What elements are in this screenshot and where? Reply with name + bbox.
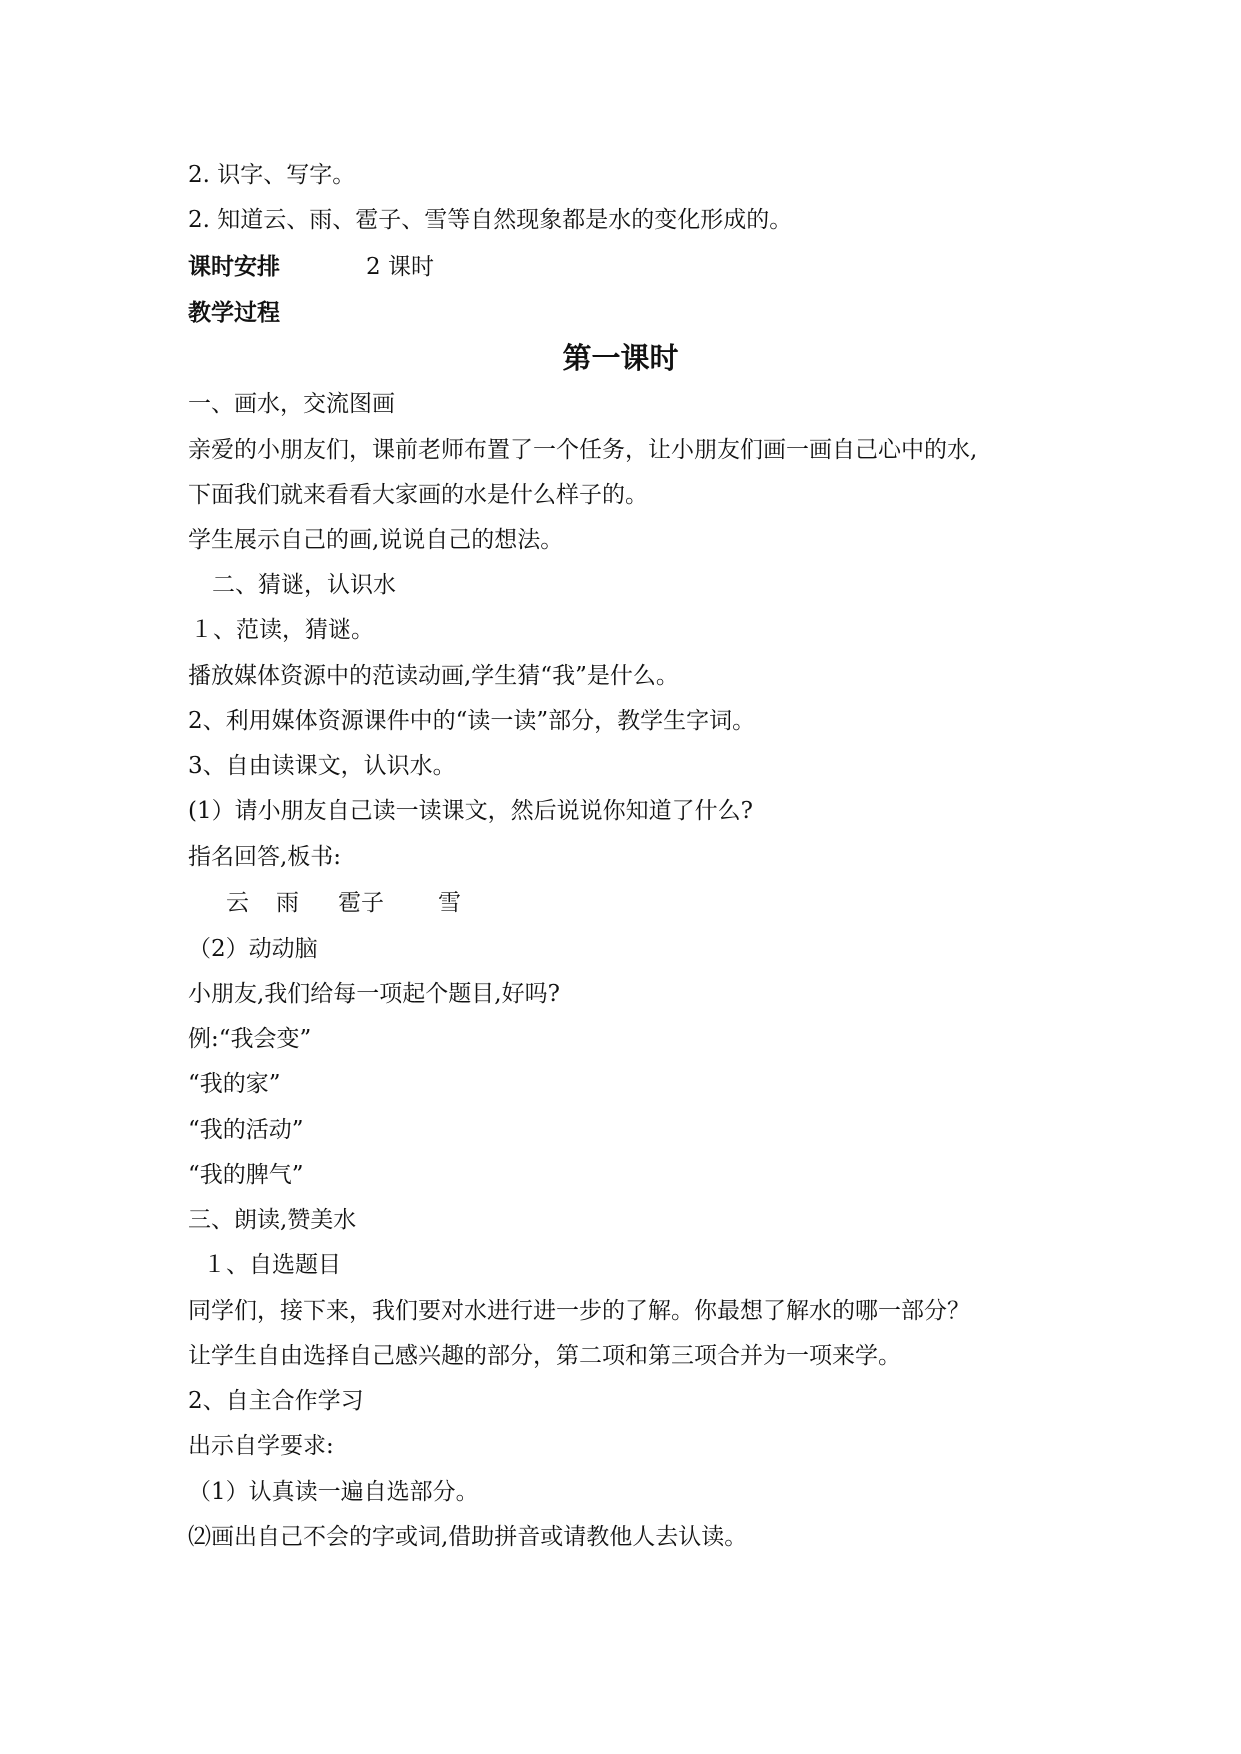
paragraph: （2）动动脑 — [188, 936, 318, 962]
board-word: 雪 — [438, 890, 461, 916]
paragraph: (1）请小朋友自己读一读课文，然后说说你知道了什么? — [188, 798, 753, 824]
paragraph: 出示自学要求: — [188, 1433, 334, 1459]
objective-line-1: 2. 识字、写字。 — [188, 162, 356, 188]
board-word: 雹子 — [338, 890, 384, 916]
paragraph: 3、自由读课文，认识水。 — [188, 753, 456, 779]
paragraph: 例:“我会变” — [188, 1026, 312, 1052]
paragraph: 二、猜谜，认识水 — [212, 572, 396, 598]
paragraph: 播放媒体资源中的范读动画,学生猜“我”是什么。 — [188, 663, 679, 689]
paragraph: 小朋友,我们给每一项起个题目,好吗? — [188, 981, 560, 1007]
paragraph: 学生展示自己的画,说说自己的想法。 — [188, 527, 564, 553]
paragraph: １、自选题目 — [203, 1252, 341, 1278]
paragraph: 让学生自由选择自己感兴趣的部分，第二项和第三项合并为一项来学。 — [188, 1343, 901, 1369]
paragraph: “我的活动” — [188, 1117, 304, 1143]
paragraph: 下面我们就来看看大家画的水是什么样子的。 — [188, 482, 648, 508]
paragraph: 2、自主合作学习 — [188, 1388, 364, 1414]
paragraph: “我的家” — [188, 1071, 281, 1097]
section-title: 第一课时 — [562, 341, 679, 375]
paragraph: 同学们，接下来，我们要对水进行进一步的了解。你最想了解水的哪一部分？ — [188, 1298, 970, 1324]
paragraph: 2、利用媒体资源课件中的“读一读”部分，教学生字词。 — [188, 708, 756, 734]
paragraph: 一、画水，交流图画 — [188, 391, 395, 417]
objective-line-2: 2. 知道云、雨、雹子、雪等自然现象都是水的变化形成的。 — [188, 207, 793, 233]
schedule-value: 2 课时 — [366, 254, 434, 280]
paragraph: 亲爱的小朋友们，课前老师布置了一个任务，让小朋友们画一画自己心中的水, — [188, 437, 978, 463]
paragraph: ⑵画出自己不会的字或词,借助拼音或请教他人去认读。 — [188, 1524, 748, 1550]
paragraph: １、范读，猜谜。 — [190, 617, 374, 643]
process-label: 教学过程 — [188, 300, 280, 326]
schedule-label: 课时安排 — [188, 254, 280, 280]
paragraph: “我的脾气” — [188, 1162, 304, 1188]
paragraph: （1）认真读一遍自选部分。 — [188, 1479, 479, 1505]
paragraph: 指名回答,板书: — [188, 844, 342, 870]
board-word: 云 — [226, 890, 249, 916]
paragraph: 三、朗读,赞美水 — [188, 1207, 357, 1233]
board-word: 雨 — [276, 890, 299, 916]
